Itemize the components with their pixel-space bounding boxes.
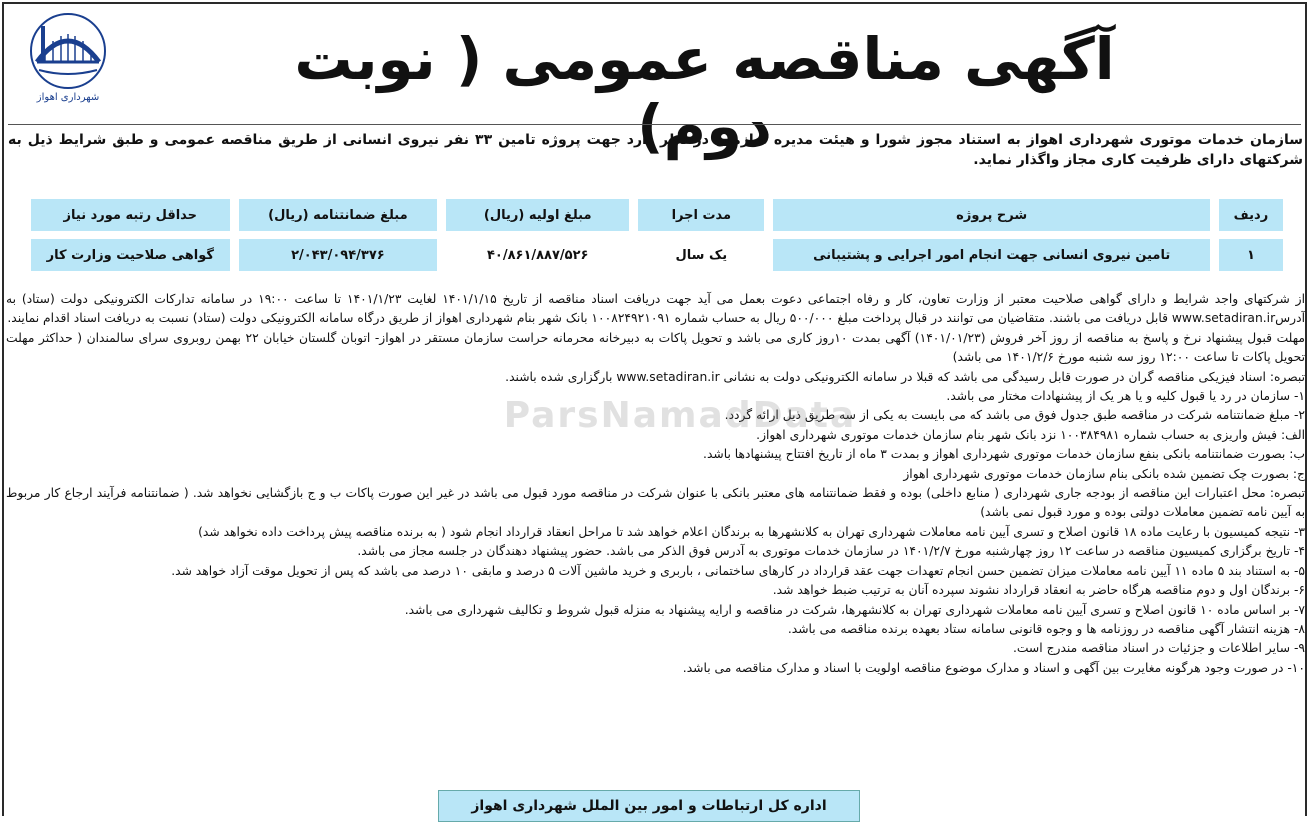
- watermark-brand: ParsNamadData: [503, 395, 857, 436]
- header-minimum-rank: حداقل رتبه مورد نیاز: [31, 199, 230, 231]
- condition-item-1: ۱- سازمان در رد یا قبول کلیه و یا هر یک از پیشنهادات مختار می باشد.: [946, 389, 1305, 404]
- condition-item-2: ۲- مبلغ ضمانتنامه شرکت در مناقصه طبق جدول فوق می باشد که می بایست به یکی از سه طریق ذیل ارائه گردد.: [724, 408, 1305, 423]
- condition-item-9: ۹- سایر اطلاعات و جزئیات در اسناد مناقصه مندرج است.: [1012, 641, 1305, 656]
- header-duration: مدت اجرا: [638, 199, 764, 231]
- condition-item-2b: ب: بصورت ضمانتنامه بانکی بنفع سازمان خدمات موتوری شهرداری اهواز و بمدت ۳ ماه از تاریخ افتتاح پیشنهادها باشد.: [703, 447, 1305, 462]
- condition-item-4: ۴- تاریخ برگزاری کمیسیون مناقصه در ساعت ۱۲ روز چهارشنبه مورخ ۱۴۰۱/۲/۷ در سازمان خدمات موتوری به آدرس فوق الذکر می باشد. حضور پیشنهاد دهندگان در جلسه مجاز می باشد.: [357, 544, 1305, 559]
- paragraph-deadline: مهلت قبول پیشنهاد نرخ و پاسخ به مناقصه از روز آخر فروش (۱۴۰۱/۰۱/۲۳) آگهی بمدت ۱۰روز کاری می باشد و تحویل پاکات به دبیرخانه محرمانه حراست سازمان مستقر در اهواز- اتوبان گلستان خیابان ۲۲ بهمن روبروی سرای سالمندان ( حداکثر مهلت تحویل پاکات تا ساعت ۱۲:۰۰ روز سه شنبه مورخ ۱۴۰۱/۲/۶ می باشد): [6, 330, 1305, 365]
- table-row: [31, 239, 1283, 271]
- cell-initial-amount: ۴۰/۸۶۱/۸۸۷/۵۲۶: [446, 239, 629, 271]
- tender-table: [22, 191, 1292, 279]
- page-title: آگهی مناقصه عمومی ( نوبت دوم): [294, 25, 1115, 160]
- condition-item-8: ۸- هزینه انتشار آگهی مناقصه در روزنامه ها و وجوه قانونی سامانه ستاد بعهده برنده مناقصه می باشد.: [787, 621, 1305, 636]
- divider: [8, 124, 1301, 125]
- condition-item-3: ۳- نتیجه کمیسیون با رعایت ماده ۱۸ قانون اصلاح و تسری آیین نامه معاملات شهرداری تهران به کلانشهرها به برندگان اعلام خواهد شد تا مراحل انعقاد قرارداد انجام شود ( به برنده مناقصه پیش پرداخت داده نخواهد شد): [198, 524, 1305, 539]
- header-initial-amount: مبلغ اولیه (ریال): [446, 199, 629, 231]
- header-row-number: ردیف: [1219, 199, 1283, 231]
- condition-item-2a: الف: فیش واریزی به حساب شماره ۱۰۰۳۸۴۹۸۱ نزد بانک شهر بنام سازمان خدمات موتوری شهرداری اهواز.: [756, 427, 1305, 442]
- header-guarantee-amount: مبلغ ضمانتنامه (ریال): [239, 199, 438, 231]
- logo-caption: شهرداری اهواز: [36, 92, 100, 103]
- header-project-description: شرح پروژه: [773, 199, 1209, 231]
- footer-department: اداره کل ارتباطات و امور بین الملل شهرداری اهواز: [438, 790, 860, 822]
- cell-project-description: تامین نیروی انسانی جهت انجام امور اجرایی و پشتیبانی: [773, 239, 1209, 271]
- paragraph-document-purchase: از شرکتهای واجد شرایط و دارای گواهی صلاحیت معتبر از وزارت تعاون، کار و رفاه اجتماعی دعوت بعمل می آید جهت دریافت اسناد مناقصه از تاریخ ۱۴۰۱/۱/۱۵ لغایت ۱۴۰۱/۱/۲۳ تا ساعت ۱۹:۰۰ در سامانه تدارکات الکترونیکی دولت (ستاد) به آدرسwww.setadiran.ir قابل دریافت می باشند. متقاضیان می توانند در قبال پرداخت مبلغ ۵۰۰/۰۰۰ ریال به حساب شماره ۱۰۰۸۲۴۹۲۱۰۹۱ بانک شهر بنام شهرداری اهواز از طریق درگاه سامانه الکترونیکی دولت (ستاد) نسبت به دریافت اسناد اقدام نمایند.: [6, 292, 1305, 326]
- intro-paragraph: سازمان خدمات موتوری شهرداری اهواز به استناد مجوز شورا و هیئت مدیره سازمان در نظر دارد جهت پروژه تامین ۳۳ نفر نیروی انسانی از طریق مناقصه عمومی و طبق شرایط ذیل به شرکتهای دارای ظرفیت کاری مجاز واگذار نماید.: [8, 132, 1304, 168]
- bridge-logo-icon: [29, 12, 107, 90]
- table-header-row: [31, 199, 1283, 231]
- paragraph-note-physical-documents: تبصره: اسناد فیزیکی مناقصه گران در صورت قابل رسیدگی می باشد که قبلا در سامانه الکترونیکی دولت به نشانی www.setadiran.ir بارگزاری شده باشند.: [505, 369, 1305, 384]
- municipality-logo: [26, 12, 110, 108]
- condition-item-2c: ج: بصورت چک تضمین شده بانکی بنام سازمان خدمات موتوری شهرداری اهواز: [903, 466, 1305, 481]
- condition-item-6: ۶- برندگان اول و دوم مناقصه هرگاه حاضر به انعقاد قرارداد نشوند سپرده آنان به ترتیب ضبط خواهد شد.: [772, 583, 1305, 598]
- cell-duration: یک سال: [638, 239, 764, 271]
- cell-row-number: ۱: [1219, 239, 1283, 271]
- condition-item-7: ۷- بر اساس ماده ۱۰ قانون اصلاح و تسری آیین نامه معاملات شهرداری تهران به کلانشهرها، شرکت در مناقصه و ارایه پیشنهاد به منزله قبول شروط و تکالیف شهرداری می باشد.: [404, 602, 1305, 617]
- paragraph-note-funding: تبصره: محل اعتبارات این مناقصه از بودجه جاری شهرداری ( منابع داخلی) بوده و فقط ضمانتنامه های معتبر بانکی با عنوان شرکت در مناقصه مورد قبول می باشد در غیر این صورت پاکات ب و ج بازگشایی نخواهد شد. ( ضمانتنامه فرآیند ارجاع کار مربوط به آیین نامه تضمین معاملات دولتی بوده و مورد قبول نمی باشد): [6, 486, 1305, 520]
- tender-conditions: [6, 290, 1305, 678]
- condition-item-10: ۱۰- در صورت وجود هرگونه مغایرت بین آگهی و اسناد و مدارک موضوع مناقصه اولویت با اسناد و مدارک مناقصه می باشد.: [682, 660, 1305, 675]
- cell-minimum-rank: گواهی صلاحیت وزارت کار: [31, 239, 230, 271]
- cell-guarantee-amount: ۲/۰۴۳/۰۹۴/۳۷۶: [239, 239, 438, 271]
- condition-item-5: ۵- به استناد بند ۵ ماده ۱۱ آیین نامه معاملات میزان تضمین حسن انجام تعهدات جهت عقد قرارداد در کارهای ساختمانی ، باربری و خرید ماشین آلات ۵ درصد و مابقی ۱۰ درصد می باشد که پس از تحویل موقت آزاد خواهد شد.: [171, 563, 1305, 578]
